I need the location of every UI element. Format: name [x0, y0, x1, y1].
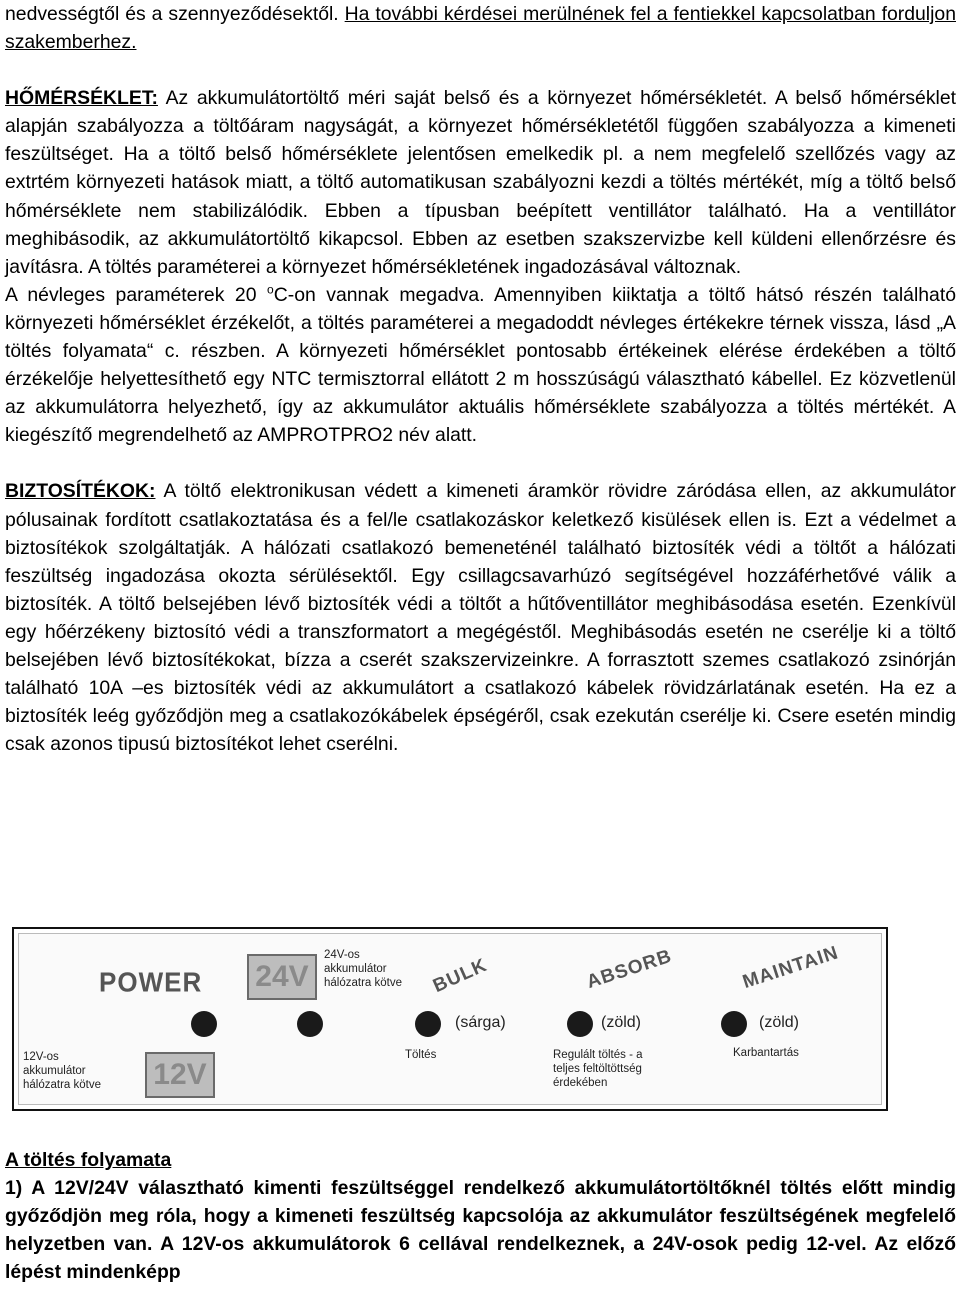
absorb-description — [553, 1048, 643, 1090]
fuses-text: A töltő elektronikusan védett a kimeneti áramkör rövidre záródása ellen, az akkumulátor pólusainak fordított csatlakoztatása és a fel/le csatlakozáskor keletkező kisülések ellen is. Ezt a védelmet a biztosítékok szolgáltatják. A hálózati csatlakozó bemeneténél található biztosíték védi a töltőt a hálózati feszültség ingadozása okozta sérülésektől. Egy csillagcsavarhúzó segítségével hozzáférhetővé válik a biztosíték. A töltő belsejében lévő biztosíték védi a töltőt a hűtőventillátor meghibásodása esetén. Ezenkívül egy hőérzékeny biztosító védi a transzformatort a megégéstől. Meghibásodás esetén ne cserélje ki a töltő belsejében lévő biztosítékokat, bízza a cserét szakszervizeinkre. A forrasztott szemes csatlakozó zsinórján található 10A –es biztosíték védi az akkumulátort a csatlakozó kábelek rövidzárlatának esetén. Ha ez a biztosíték leég győződjön meg a csatlakozókábelek épségéről, csak ezekután cserélje ki. Csere esetén mindig csak azonos tipusú biztosítékot lehet cserélni. — [5, 480, 956, 756]
document-page — [5, 0, 956, 758]
led-24v — [297, 1011, 323, 1037]
note-24v-line: hálózatra kötve — [324, 977, 402, 989]
absorb-label: ABSORB — [584, 945, 675, 994]
intro-paragraph — [5, 0, 956, 56]
absorb-description-line: teljes feltöltöttség — [553, 1063, 642, 1075]
intro-text: nedvességtől és a szennyeződésektől. — [5, 3, 345, 25]
panel-face — [18, 933, 882, 1105]
note-12v-line: akkumulátor — [23, 1065, 86, 1077]
note-12v-line: hálózatra kötve — [23, 1079, 101, 1091]
bulk-label: BULK — [430, 954, 491, 998]
temperature-text-2a: A névleges paraméterek 20 — [5, 283, 268, 306]
process-heading: A töltés folyamata — [5, 1149, 172, 1171]
temperature-text: Az akkumulátortöltő méri saját belső és a környezet hőmérsékletét. A belső hőmérséklet alapján szabályozza a töltőáram nagyságát, a környezet hőmérsékletétől függően szabályozza a kimeneti feszültséget. Ha a töltő belső hőmérséklete jelentősen emelkedik pl. a nem megfelelő szellőzés vagy az extrtém környezeti hatások miatt, a töltő automatikusan szabályozni kezdi a töltés mértékét, míg a töltő belső hőmérséklete nem stabilizálódik. Ebben a típusban beépített ventillátor található. Ha a ventillátor meghibásodik, az akkumulátortöltő kikapcsol. Ebben az esetben szakszervizbe kell küldeni ellenőrzésre és javításra. A töltés paraméterei a környezet hőmérsékletének ingadozásával változnak. — [5, 87, 956, 278]
temperature-paragraph-2 — [5, 281, 956, 450]
bulk-description: Töltés — [405, 1049, 437, 1061]
charger-panel-diagram — [12, 927, 888, 1111]
note-24v-line: 24V-os — [324, 949, 360, 961]
maintain-label: MAINTAIN — [740, 942, 842, 994]
note-12v — [23, 1050, 101, 1092]
temperature-heading: HŐMÉRSÉKLET: — [5, 87, 158, 110]
process-text: 1) A 12V/24V választható kimenti feszültséggel rendelkező akkumulátortöltőknél töltés előtt mindig győződjön meg róla, hogy a kimeneti feszültség kapcsolója az akkumulátor feszültségének megfelelő helyzetben van. A 12V-os akkumulátorok 6 cellával rendelkeznek, a 24V-osok pedig 12-vel. Az előző lépést mindenképp — [5, 1177, 956, 1284]
intro-contact-note: Ha további kérdései merülnének fel a fentiekkel kapcsolatban forduljon szakemberhez. — [5, 3, 956, 54]
process-section — [5, 1146, 956, 1286]
maintain-color-note: (zöld) — [759, 1014, 800, 1031]
led-absorb — [567, 1011, 593, 1037]
fuses-heading: BIZTOSÍTÉKOK: — [5, 480, 156, 503]
temperature-text-2b: C-on vannak megadva. Amennyiben kiiktatja a töltő hátsó részén található környezeti hőmérséklet érzékelőt, a töltés paraméterei a megadoddt névleges értékekre térnek vissza, lásd „A töltés folyamata“ c. részben. A környezeti hőmérséklet pontosabb értékeinek elérése érdekében a töltő érzékelője helyettesíthető egy NTC termisztorral ellátott 2 m hosszúságú választható kábellel. Ez közvetlenül az akkumulátorra helyezhető, így az akkumulátor aktuális hőmérséklete szabályozza a töltés mértékét. A kiegészítő megrendelhető az AMPROTPRO2 név alatt. — [5, 283, 956, 447]
v12-indicator: 12V — [145, 1052, 215, 1098]
led-bulk — [415, 1011, 441, 1037]
note-24v-line: akkumulátor — [324, 963, 387, 975]
absorb-color-note: (zöld) — [601, 1014, 642, 1031]
bulk-color-note: (sárga) — [455, 1014, 506, 1031]
absorb-description-line: Regulált töltés - a — [553, 1049, 643, 1061]
note-24v — [324, 948, 402, 990]
led-maintain — [721, 1011, 747, 1037]
degree-sup: o — [267, 282, 274, 297]
temperature-paragraph — [5, 84, 956, 281]
maintain-description: Karbantartás — [733, 1047, 799, 1059]
led-power — [191, 1011, 217, 1037]
absorb-description-line: érdekében — [553, 1077, 608, 1089]
note-12v-line: 12V-os — [23, 1051, 59, 1063]
power-label: POWER — [99, 966, 203, 998]
v24-indicator: 24V — [247, 954, 317, 1000]
fuses-paragraph — [5, 477, 956, 758]
